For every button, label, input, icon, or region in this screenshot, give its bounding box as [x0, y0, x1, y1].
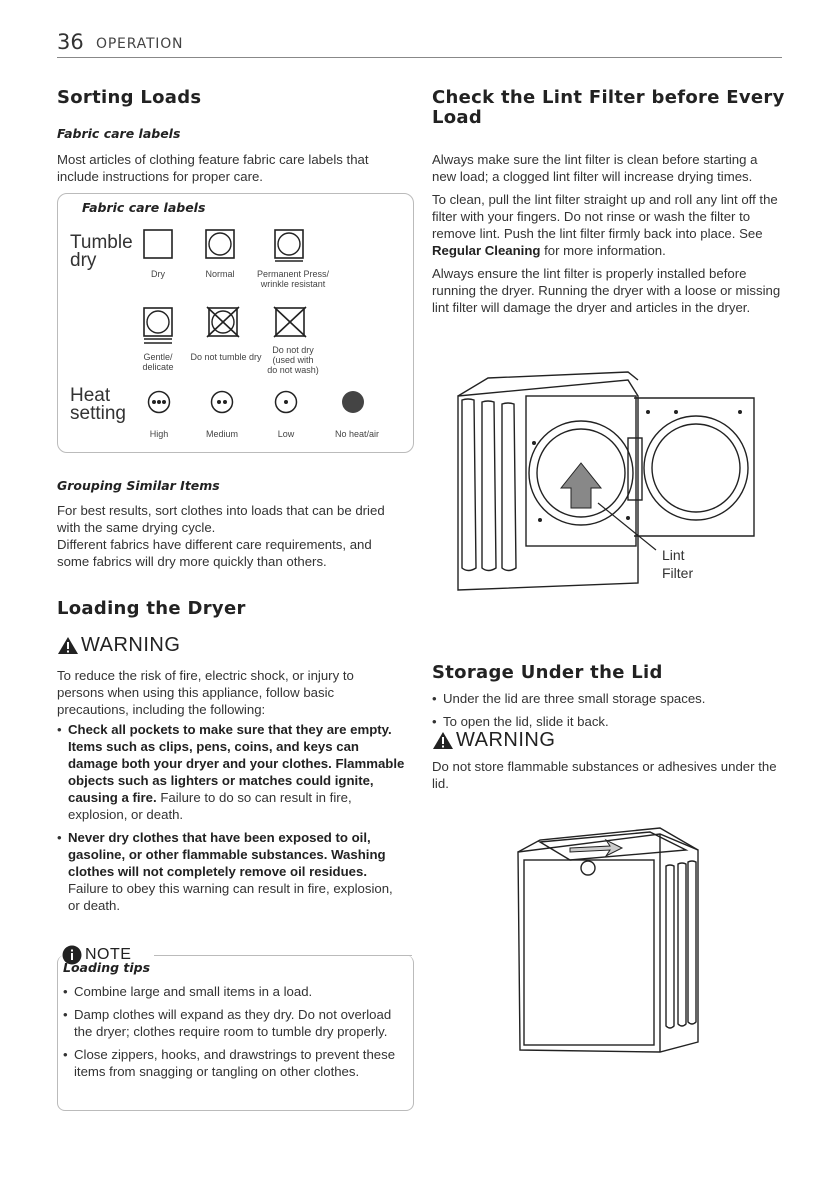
lint-filter-heading: Check the Lint Filter before Every Load: [432, 87, 785, 128]
list-item: • Combine large and small items in a load.: [63, 983, 398, 1000]
storage-heading: Storage Under the Lid: [432, 662, 663, 683]
fabric-care-labels-box: [57, 193, 414, 453]
warning-triangle-icon: [432, 731, 454, 750]
caption-medium: Medium: [205, 429, 238, 439]
dryer-lint-filter-illustration: [448, 368, 760, 596]
fabric-care-subheading: Fabric care labels: [57, 126, 181, 141]
loading-warning-list: [57, 721, 407, 920]
caption-dry: Dry: [151, 269, 165, 279]
gentle-symbol-icon: [143, 307, 173, 345]
caption-do-not-tumble: Do not tumble dry: [190, 352, 262, 362]
storage-warning-text: Do not store flammable substances or adhesives under the lid.: [432, 759, 777, 791]
lint-filter-callout: Lint Filter: [662, 547, 694, 581]
list-item: • Close zippers, hooks, and drawstrings to prevent these items from snagging or tangling on other clothes.: [63, 1046, 398, 1080]
tumble-dry-label: Tumble dry: [70, 232, 133, 271]
low-heat-symbol-icon: [274, 390, 298, 414]
list-item: • Never dry clothes that have been exposed to oil, gasoline, or other flammable substances. Washing clothes will not completely remove oil residues. Failure to obey this warning can result in fire, explosion, or death.: [57, 829, 407, 914]
list-item: • To open the lid, slide it back.: [432, 713, 782, 730]
no-heat-symbol-icon: [341, 390, 365, 414]
list-item: • Damp clothes will expand as they dry. Do not overload the dryer; clothes require room to tumble dry properly.: [63, 1006, 398, 1040]
grouping-subheading: Grouping Similar Items: [57, 478, 220, 493]
storage-warning-title: WARNING: [432, 729, 555, 752]
dryer-lid-illustration: [510, 826, 706, 1058]
loading-tips-subheading: Loading tips: [63, 960, 151, 975]
care-box-title: Fabric care labels: [82, 200, 206, 215]
lint-filter-text: Always make sure the lint filter is clean before starting a new load; a clogged lint filter will increase drying times. To clean, pull the lint filter straight up and roll any lint off the filter with your fingers. Do not rinse or wash the filter to remove lint. Push the lint filter firmly back into place. See Regular Cleaning for more information. Always ensure the lint filter is properly installed before running the dryer. Running the dryer with a loose or missing lint filter will damage the dryer and articles in the dryer.: [432, 152, 781, 315]
do-not-dry-symbol-icon: [273, 306, 307, 338]
medium-heat-symbol-icon: [210, 390, 234, 414]
fabric-care-text: Most articles of clothing feature fabric care labels that include instructions for proper care.: [57, 152, 369, 184]
warning-triangle-icon: [57, 636, 79, 655]
caption-normal: Normal: [205, 269, 235, 279]
normal-dry-symbol-icon: [205, 229, 235, 259]
grouping-text: For best results, sort clothes into loads that can be dried with the same drying cycle. Different fabrics have different care requirements, and some fabrics will dry more quickly than others.: [57, 503, 385, 569]
caption-permanent-press: Permanent Press/ wrinkle resistant: [256, 269, 330, 289]
loading-dryer-heading: Loading the Dryer: [57, 598, 246, 619]
loading-tips-list: [63, 983, 398, 1086]
section-title: OPERATION: [96, 36, 184, 52]
do-not-tumble-symbol-icon: [206, 306, 240, 338]
caption-low: Low: [277, 429, 295, 439]
loading-warning-intro: To reduce the risk of fire, electric shock, or injury to persons when using this appliance, follow basic precautions, including the following:: [57, 668, 354, 717]
header-rule: [57, 57, 782, 58]
dry-symbol-icon: [143, 229, 173, 259]
note-header: NOTE: [62, 945, 137, 965]
list-item: • Check all pockets to make sure that they are empty. Items such as clips, pens, coins, and keys can damage both your dryer and your clothes. Flammable objects such as lighters or matches could ignite, causing a fire. Failure to do so can result in fire, explosion, or death.: [57, 721, 407, 823]
sorting-loads-heading: Sorting Loads: [57, 87, 202, 108]
list-item: • Under the lid are three small storage spaces.: [432, 690, 782, 707]
caption-do-not-dry: Do not dry (used with do not wash): [267, 345, 319, 375]
heat-setting-label: Heat setting: [70, 385, 126, 424]
caption-high: High: [149, 429, 169, 439]
page-number: 36: [57, 30, 84, 54]
caption-no-heat: No heat/air: [334, 429, 380, 439]
loading-warning-title: WARNING: [57, 634, 180, 657]
caption-gentle: Gentle/ delicate: [142, 352, 174, 372]
note-top-rule: [154, 955, 412, 956]
permanent-press-symbol-icon: [274, 229, 304, 262]
high-heat-symbol-icon: [147, 390, 171, 414]
